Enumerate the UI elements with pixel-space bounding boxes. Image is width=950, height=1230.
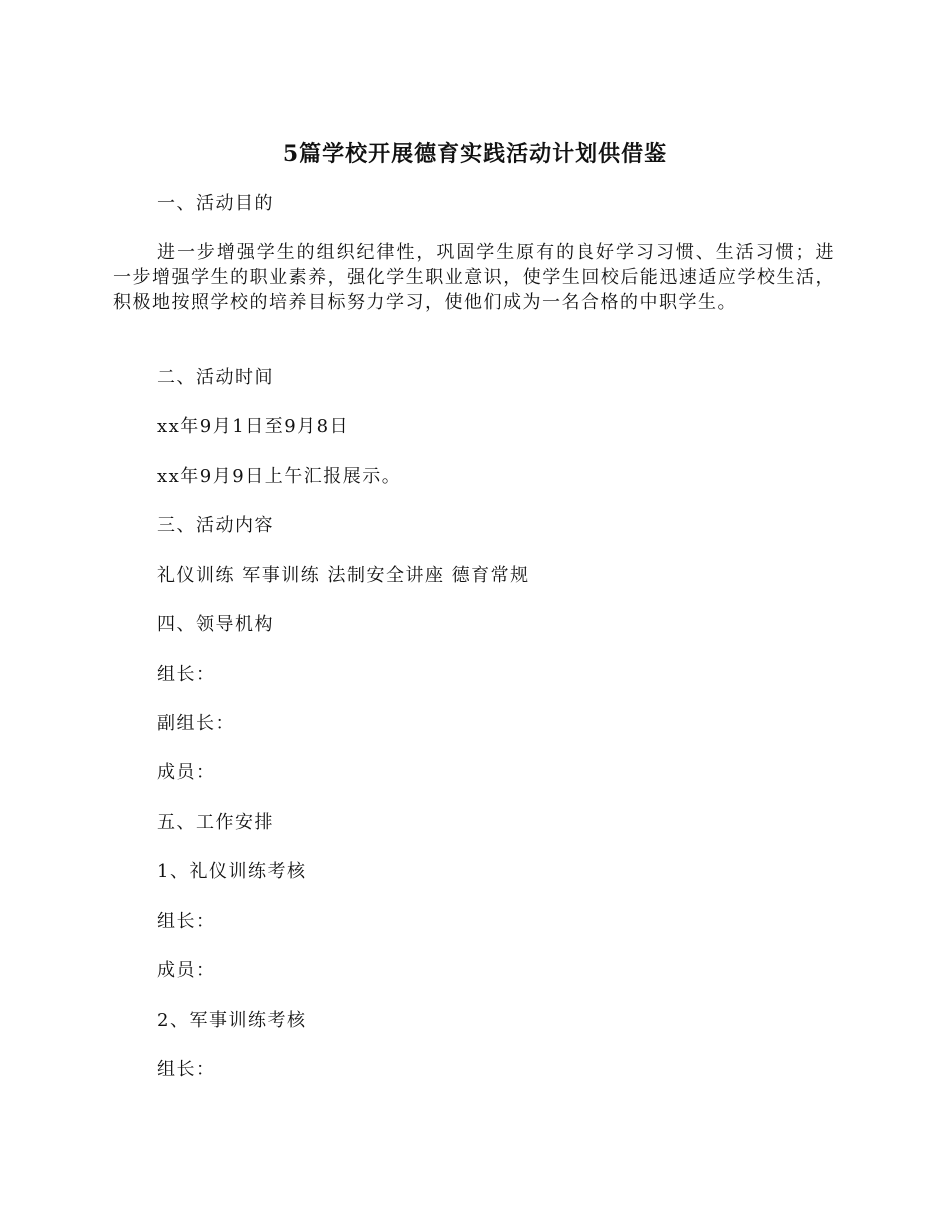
members-line: 成员： (157, 762, 216, 783)
time-line-2: xx年9月9日上午汇报展示。 (157, 466, 402, 487)
item-1-leader-line: 组长： (157, 911, 216, 932)
arrangement-item-1: 1、礼仪训练考核 (157, 861, 307, 882)
arrangement-item-2: 2、军事训练考核 (157, 1010, 307, 1031)
item-1-members-line: 成员： (157, 960, 216, 981)
item-2-leader-line: 组长： (157, 1059, 216, 1080)
section-heading-time: 二、活动时间 (157, 367, 274, 388)
time-line-1: xx年9月1日至9月8日 (157, 416, 350, 437)
purpose-paragraph: 进一步增强学生的组织纪律性，巩固学生原有的良好学习习惯、生活习惯；进一步增强学生的职业素养，强化学生职业意识，使学生回校后能迅速适应学校生活，积极地按照学校的培养目标努力学习，使他们成为一名合格的中职学生。 (113, 242, 835, 313)
section-heading-leadership: 四、领导机构 (157, 614, 274, 635)
leader-line: 组长： (157, 664, 216, 685)
section-heading-arrangement: 五、工作安排 (157, 812, 274, 833)
content-line: 礼仪训练 军事训练 法制安全讲座 德育常规 (157, 565, 530, 586)
deputy-leader-line: 副组长： (157, 713, 235, 734)
section-heading-purpose: 一、活动目的 (157, 193, 274, 214)
document-title: 5篇学校开展德育实践活动计划供借鉴 (282, 141, 668, 167)
section-heading-content: 三、活动内容 (157, 515, 274, 536)
